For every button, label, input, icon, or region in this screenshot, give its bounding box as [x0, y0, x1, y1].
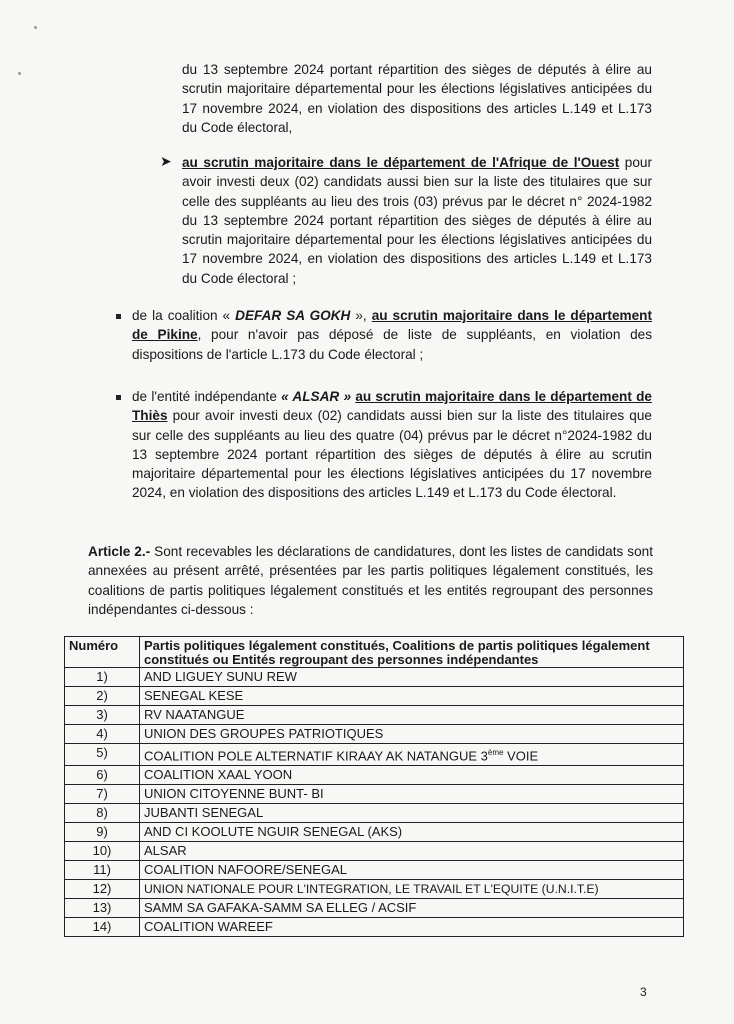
item-pikine-pre: de la coalition « — [132, 308, 236, 323]
row-number: 14) — [65, 918, 140, 937]
header-partis: Partis politiques légalement constitués, Coalitions de partis politiques légalement constitués ou Entités regroupant des personnes indépendantes — [140, 637, 684, 668]
row-number: 5) — [65, 744, 140, 766]
parties-table — [64, 636, 684, 937]
item-afrique-ouest — [182, 153, 652, 288]
row-number: 13) — [65, 899, 140, 918]
row-number: 1) — [65, 668, 140, 687]
header-numero: Numéro — [65, 637, 140, 668]
party-name: UNION NATIONALE POUR L'INTEGRATION, LE TRAVAIL ET L'EQUITE (U.N.I.T.E) — [140, 880, 684, 899]
paragraph-continuation: du 13 septembre 2024 portant répartition des sièges de députés à élire au scrutin majoritaire départemental pour les élections législatives anticipées du 17 novembre 2024, en violation des dispositions des articles L.149 et L.173 du Code électoral, — [182, 62, 652, 135]
table-row — [65, 899, 684, 918]
party-name: AND LIGUEY SUNU REW — [140, 668, 684, 687]
coalition-name: DEFAR SA GOKH — [235, 308, 351, 323]
entity-name: « ALSAR » — [281, 389, 352, 404]
party-name: JUBANTI SENEGAL — [140, 804, 684, 823]
item-thies-text: pour avoir investi deux (02) candidats aussi bien sur la liste des titulaires que sur celle des suppléants au lieu des quatre (04) prévus par le décret n°2024-1982 du 13 septembre 2024 portant répartition des sièges de députés à élire au scrutin majoritaire départemental pour les élections législatives anticipées du 17 novembre 2024, en violation des dispositions des articles L.149 et L.173 du Code électoral. — [132, 408, 652, 501]
party-name: RV NAATANGUE — [140, 706, 684, 725]
party-name: COALITION WAREEF — [140, 918, 684, 937]
table-row — [65, 823, 684, 842]
item-afrique-text: pour avoir investi deux (02) candidats aussi bien sur la liste des titulaires que sur celle des suppléants au lieu des trois (03) prévus par le décret n° 2024-1982 du 13 septembre 2024 portant répartition des sièges de députés à élire au scrutin majoritaire départemental pour les élections législatives anticipées du 17 novembre 2024, en violation des dispositions des articles L.149 et L.173 du Code électoral ; — [182, 155, 653, 286]
article-2-text: Sont recevables les déclarations de candidatures, dont les listes de candidats sont annexées au présent arrêté, présentées par les partis politiques légalement constitués, les coalitions de partis politiques légalement constitués et les entités regroupant des personnes indépendantes ci-dessous : — [88, 544, 654, 617]
party-name-tail: VOIE — [503, 748, 539, 764]
table-row — [65, 785, 684, 804]
row-number: 8) — [65, 804, 140, 823]
article-2-label: Article 2.- — [88, 544, 151, 559]
party-name-sup: ème — [487, 748, 504, 757]
row-number: 9) — [65, 823, 140, 842]
row-number: 10) — [65, 842, 140, 861]
article-2 — [88, 542, 653, 619]
arrow-bullet-icon: ➤ — [160, 153, 172, 169]
table-row — [65, 842, 684, 861]
party-name: UNION DES GROUPES PATRIOTIQUES — [140, 725, 684, 744]
item-pikine-lead: au scrutin majoritaire dans le département de Pikine — [132, 308, 652, 343]
table-row — [65, 918, 684, 937]
table-row — [65, 766, 684, 785]
table-row — [65, 687, 684, 706]
party-name: COALITION NAFOORE/SENEGAL — [140, 861, 684, 880]
row-number: 12) — [65, 880, 140, 899]
table-row — [65, 880, 684, 899]
row-number: 7) — [65, 785, 140, 804]
party-name — [140, 744, 684, 766]
item-thies — [132, 387, 652, 503]
party-name: SENEGAL KESE — [140, 687, 684, 706]
table-row — [65, 706, 684, 725]
item-thies-lead: au scrutin majoritaire dans le département de Thiès — [132, 389, 652, 424]
scan-speck — [34, 26, 37, 29]
table-row — [65, 744, 684, 766]
scan-speck — [18, 72, 21, 75]
square-bullet-icon — [116, 314, 121, 319]
party-name-main: COALITION POLE ALTERNATIF KIRAAY AK NATANGUE 3 — [144, 748, 488, 764]
party-name: AND CI KOOLUTE NGUIR SENEGAL (AKS) — [140, 823, 684, 842]
table-row — [65, 861, 684, 880]
table-row — [65, 804, 684, 823]
table-row — [65, 668, 684, 687]
item-pikine-mid: », — [350, 308, 372, 323]
item-afrique-lead: au scrutin majoritaire dans le département de l'Afrique de l'Ouest — [182, 155, 620, 170]
item-thies-pre: de l'entité indépendante — [132, 389, 282, 404]
table-row — [65, 725, 684, 744]
page-number: 3 — [640, 985, 647, 999]
row-number: 3) — [65, 706, 140, 725]
table-header-row — [65, 637, 684, 668]
party-name: UNION CITOYENNE BUNT- BI — [140, 785, 684, 804]
square-bullet-icon — [116, 395, 121, 400]
party-name: ALSAR — [140, 842, 684, 861]
row-number: 2) — [65, 687, 140, 706]
row-number: 11) — [65, 861, 140, 880]
party-name: SAMM SA GAFAKA-SAMM SA ELLEG / ACSIF — [140, 899, 684, 918]
party-name: COALITION XAAL YOON — [140, 766, 684, 785]
item-pikine — [132, 306, 652, 364]
row-number: 4) — [65, 725, 140, 744]
item-pikine-text: , pour n'avoir pas déposé de liste de suppléants, en violation des dispositions de l'article L.173 du Code électoral ; — [132, 327, 652, 362]
row-number: 6) — [65, 766, 140, 785]
